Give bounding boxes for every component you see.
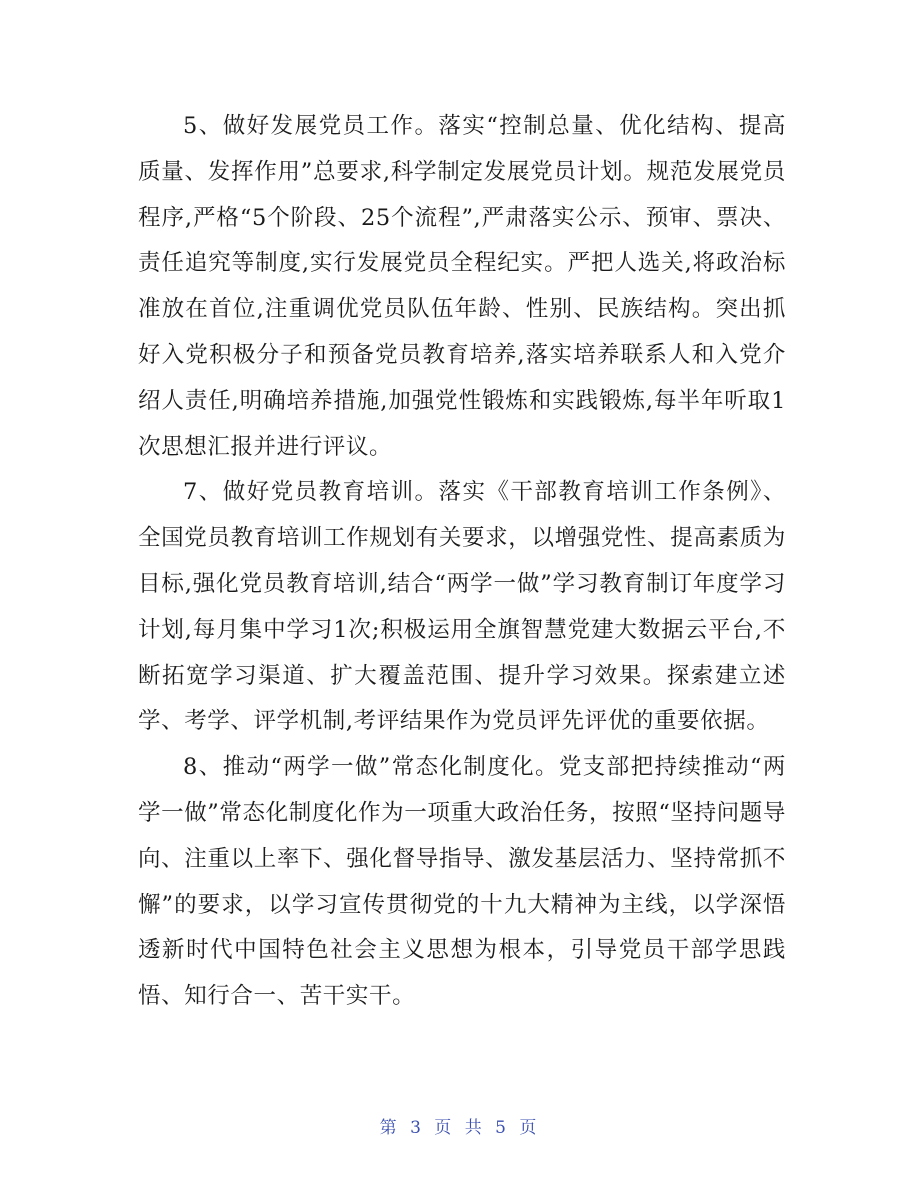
paragraph-7-member-education-training: 7、做好党员教育培训。落实《干部教育培训工作条例》、全国党员教育培训工作规划有关要求，以增强党性、提高素质为目标,强化党员教育培训,结合“两学一做”学习教育制订年度学习计划,每月集中学习1次;积极运用全旗智慧党建大数据云平台,不断拓宽学习渠道、扩大覆盖范围、提升学习效果。探索建立述学、考学、评学机制,考评结果作为党员评先评优的重要依据。 bbox=[138, 479, 786, 735]
paragraph-5-party-member-development: 5、做好发展党员工作。落实“控制总量、优化结构、提高质量、发挥作用”总要求,科学制定发展党员计划。规范发展党员程序,严格“5个阶段、25个流程”,严肃落实公示、预审、票决、责任追究等制度,实行发展党员全程纪实。严把人选关,将政治标准放在首位,注重调优党员队伍年龄、性别、民族结构。突出抓好入党积极分子和预备党员教育培养,落实培养联系人和入党介绍人责任,明确培养措施,加强党性锻炼和实践锻炼,每半年听取1次思想汇报并进行评议。 bbox=[138, 113, 786, 460]
paragraph-8-two-studies-one-action: 8、推动“两学一做”常态化制度化。党支部把持续推动“两学一做”常态化制度化作为一项重大政治任务，按照“坚持问题导向、注重以上率下、强化督导指导、激发基层活力、坚持常抓不懈”的要求，以学习宣传贯彻党的十九大精神为主线，以学深悟透新时代中国特色社会主义思想为根本，引导党员干部学思践悟、知行合一、苦干实干。 bbox=[138, 754, 786, 1010]
page-number-footer: 第 3 页 共 5 页 bbox=[379, 1118, 541, 1138]
document-body bbox=[138, 104, 786, 1020]
